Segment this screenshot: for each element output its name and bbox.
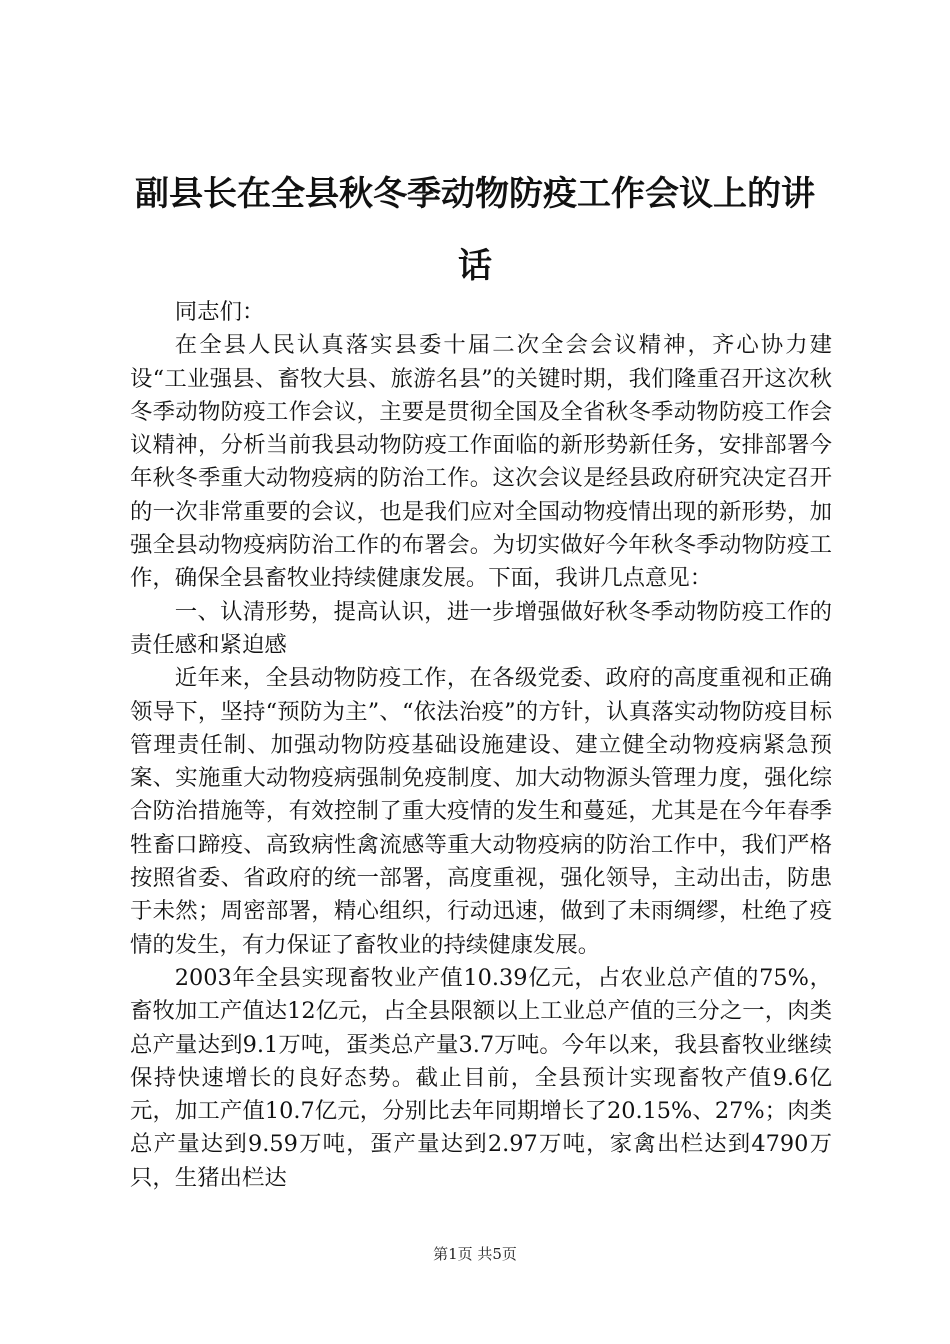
section-heading: 一、认清形势，提高认识，进一步增强做好秋冬季动物防疫工作的责任感和紧迫感 [130,598,832,658]
paragraph: 2003年全县实现畜牧业产值10.39亿元，占农业总产值的75%，畜牧加工产值达12亿元，占全县限额以上工业总产值的三分之一，肉类总产量达到9.1万吨，蛋类总产量3.7万吨。今年以来，我县畜牧业继续保持快速增长的良好态势。截止目前，全县预计实现畜牧产值9.6亿元，加工产值10.7亿元，分别比去年同期增长了20.15%、27%；肉类总产量达到9.59万吨，蛋产量达到2.97万吨，家禽出栏达到4790万只，生猪出栏达 [130,964,832,1191]
document-title: 副县长在全县秋冬季动物防疫工作会议上的讲话 [135,174,815,286]
document-body [130,296,832,1195]
paragraph: 在全县人民认真落实县委十届二次全会会议精神，齐心协力建设“工业强县、畜牧大县、旅游名县”的关键时期，我们隆重召开这次秋冬季动物防疫工作会议，主要是贯彻全国及全省秋冬季动物防疫工作会议精神，分析当前我县动物防疫工作面临的新形势新任务，安排部署今年秋冬季重大动物疫病的防治工作。这次会议是经县政府研究决定召开的一次非常重要的会议，也是我们应对全国动物疫情出现的新形势，加强全县动物疫病防治工作的布署会。为切实做好今年秋冬季动物防疫工作，确保全县畜牧业持续健康发展。下面，我讲几点意见： [130,332,832,592]
page-footer: 第1页 共5页 [433,1245,517,1263]
salutation: 同志们： [174,299,265,325]
paragraph: 近年来，全县动物防疫工作，在各级党委、政府的高度重视和正确领导下，坚持“预防为主”、“依法治疫”的方针，认真落实动物防疫目标管理责任制、加强动物防疫基础设施建设、建立健全动物疫病紧急预案、实施重大动物疫病强制免疫制度、加大动物源头管理力度，强化综合防治措施等，有效控制了重大疫情的发生和蔓延，尤其是在今年春季牲畜口蹄疫、高致病性禽流感等重大动物疫病的防治工作中，我们严格按照省委、省政府的统一部署，高度重视，强化领导，主动出击，防患于未然；周密部署，精心组织，行动迅速，做到了未雨绸缪，杜绝了疫情的发生，有力保证了畜牧业的持续健康发展。 [130,665,832,958]
